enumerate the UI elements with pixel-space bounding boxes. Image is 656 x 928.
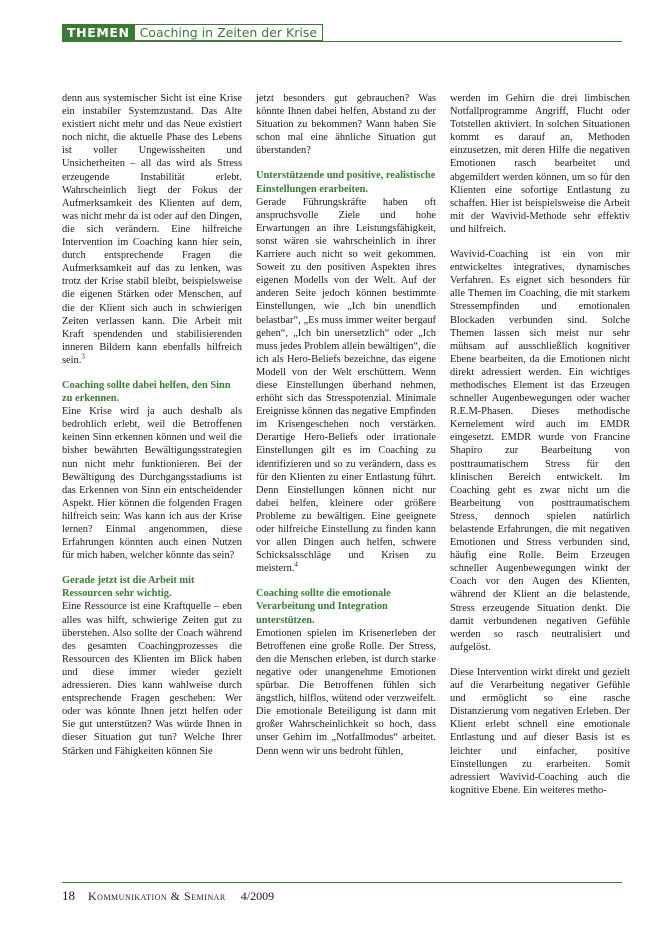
footnote-ref[interactable]: 3 — [81, 352, 85, 361]
paragraph: Emotionen spielen im Krisenerleben der Betroffenen eine große Rolle. Der Stress, den die Menschen erleben, ist durch starke negative oder unangenehme Emotionen spürbar. Die Betroffenen fühlen sich ängstlich, hilflos, wütend oder verzweifelt. Die emotionale Beteiligung ist dann mit großer Wahrscheinlichkeit so hoch, dass unser Gehirn im „Notfallmodus“ arbeitet. Denn wenn wir uns bedroht fühlen, — [256, 627, 436, 757]
paragraph: denn aus systemischer Sicht ist eine Krise ein instabiler Systemzustand. Das Alte existiert nicht mehr und das Neue existiert noch nicht, die aktuelle Phase des Lebens ist voller Ungewissheiten und Unsicherheiten – all das wird als Stress erzeugende Instabilität erlebt. Wahrscheinlich liegt der Fokus der Aufmerksamkeit des Klienten auf dem, was nicht mehr da ist oder auf den Dingen, die sich verändern. Eine hilfreiche Intervention im Coaching kann hier sein, durch entsprechende Fragen die Aufmerksamkeit auf das zu lenken, was trotz der Krise stabil bleibt, beispielsweise die eigenen Stärken oder Menschen, auf die der Klient sich auch in schwierigen Zeiten verlassen kann. Die Arbeit mit Kraft spendenden und stabilisierenden inneren Bildern kann ebenfalls hilfreich sein.$^3$ — [62, 93, 242, 366]
header-rule — [62, 41, 622, 42]
section-tag: THEMEN — [62, 24, 135, 41]
text-column-2 — [256, 92, 436, 770]
paragraph: werden im Gehirn die drei limbischen Notfallprogramme Angriff, Flucht oder Totstellen aktiviert. In solchen Situationen kommt es darauf an, Methoden einzusetzen, mit deren Hilfe die negativen Emotionen rasch bearbeitet und abgemildert werden können, um so für den Klienten eine sofortige Entlastung zu schaffen. Hier ist beispielsweise die Arbeit mit der Wavivid-Methode sehr effektiv und hilfreich. — [450, 93, 630, 235]
subheading: Unterstützende und positive, realistische Einstellungen erarbeiten. — [256, 170, 436, 195]
text-column-1 — [62, 92, 242, 770]
paragraph: Wavivid-Coaching ist ein von mir entwickeltes integratives, dynamisches Verfahren. Es eignet sich besonders für alle Themen im Coaching, die mit starkem Stressempfinden und emotionalen Blockaden verbunden sind. Solche Themen lassen sich meist nur sehr mühsam auf ausschließlich kognitiver Ebene bearbeiten, da die Emotionen nicht direkt adressiert werden. Ein wichtiges methodisches Element ist das Erzeugen schneller Augenbewegungen oder wacher R.E.M-Phasen. Dieses methodische Kernelement wird auch im EMDR eingesetzt. EMDR wurde von Francine Shapiro zur Bearbeitung von posttraumatischem Stress für den klinischen Bereich entwickelt. Im Coaching geht es zwar nicht um die Bearbeitung von posttraumatischem Stress, dennoch spielen natürlich belastende Erfahrungen, die mit negativen Emotionen und Stress verbunden sind, häufig eine Rolle. Beim Erzeugen schneller Augenbewegungen winkt der Coach vor den Augen des Klienten, während der Klient an die belastende, Stress erzeugende Situation denkt. Die damit verbundenen negativen Gefühle werden so rasch neutralisiert und aufgelöst. — [450, 249, 630, 653]
subheading: Coaching sollte die emotionale Verarbeitung und Integration unterstützen. — [256, 588, 391, 626]
section-header — [62, 24, 323, 41]
section-title: Coaching in Zeiten der Krise — [135, 24, 323, 41]
text-column-3 — [450, 92, 630, 809]
subheading: Gerade jetzt ist die Arbeit mit Ressourcen sehr wichtig. — [62, 575, 195, 600]
issue-number: 4/2009 — [240, 889, 275, 903]
footnote-ref[interactable]: 4 — [294, 560, 298, 569]
paragraph: jetzt besonders gut gebrauchen? Was könnte Ihnen dabei helfen, Abstand zu der Situation zu bekommen? Wann haben Sie schon mal eine ähnliche Situation gut überstanden? — [256, 93, 436, 157]
paragraph: Eine Ressource ist eine Kraftquelle – eben alles was hilft, schwierige Zeiten gut zu überstehen. Also sollte der Coach während des gesamten Coachingprozesses die Ressourcen des Klienten im Blick haben und diese immer wieder gezielt adressieren. Dies kann wahlweise durch entsprechende Fragen geschehen: Wer oder was könnte Ihnen jetzt helfen oder Sie gut unterstützen? Was würde Ihnen in dieser Situation gut tun? Welche Ihrer Stärken und Fähigkeiten können Sie — [62, 601, 242, 757]
page-number: 18 — [62, 888, 75, 903]
paragraph: Eine Krise wird ja auch deshalb als bedrohlich erlebt, weil die Betroffenen keinen Sinn erkennen können und weil die bisher bewährten Bewältigungsstrategien nun nicht mehr funktionieren. Bei der Bewältigung des Durchgangsstadiums ist das Erkennen von Sinn ein entscheidender Aspekt. Hier können die folgenden Fragen hilfreich sein: Was kann ich aus der Krise lernen? Einmal angenommen, diese Erfahrungen könnten auch einen Nutzen für mich haben, welcher könnte das sein? — [62, 406, 242, 562]
paragraph: Diese Intervention wirkt direkt und gezielt auf die Verarbeitung negativer Gefühle und ermöglicht so eine rasche Distanzierung vom negativen Erleben. Der Klient erlebt schnell eine emotionale Entlastung und auf dieser Basis ist es leichter und einfacher, positive Einstellungen zu erarbeiten. Somit adressiert Wavivid-Coaching auch die kognitive Ebene. Ein weiteres metho- — [450, 666, 630, 796]
publication-name: Kommunikation & Seminar — [88, 889, 226, 903]
page-footer — [62, 888, 274, 904]
subheading: Coaching sollte dabei helfen, den Sinn zu erkennen. — [62, 379, 231, 405]
footer-rule — [62, 882, 622, 883]
paragraph: Gerade Führungskräfte haben oft anspruchsvolle Ziele und hohe Erwartungen an ihre Leistungsfähigkeit, sonst wären sie wahrscheinlich in ihrer Karriere auch nicht so weit gekommen. Soweit zu den positiven Aspekten ihres eigenen Modells von der Welt. Auf der anderen Seite jedoch können bestimmte Einstellungen, wie „Ich bin unendlich belastbar“, „Es muss immer weiter bergauf gehen“, „Ich bin unersetzlich“ oder „Ich muss jedes Problem allein bewältigen“, die ich als Hero-Beliefs bezeichne, das eigene Modell von der Welt erschüttern. Wenn diese Einstellungen überhand nehmen, erhöht sich das Stresspotenzial. Minimale Ereignisse können das negative Empfinden im Krisengeschehen noch verstärken. Derartige Hero-Beliefs oder irrationale Einstellungen gilt es im Coaching zu identifizieren und so zu verändern, dass es für den Klienten zu einer Entlastung führt. Denn Einstellungen können nicht nur dabei helfen, kleinere oder größere Probleme zu bewältigen. Eine geeignete oder hilfreiche Einstellung zu finden kann vor allen Dingen auch helfen, schwere Schicksalsschläge und Krisen zu meistern.$^4$ — [256, 196, 436, 575]
